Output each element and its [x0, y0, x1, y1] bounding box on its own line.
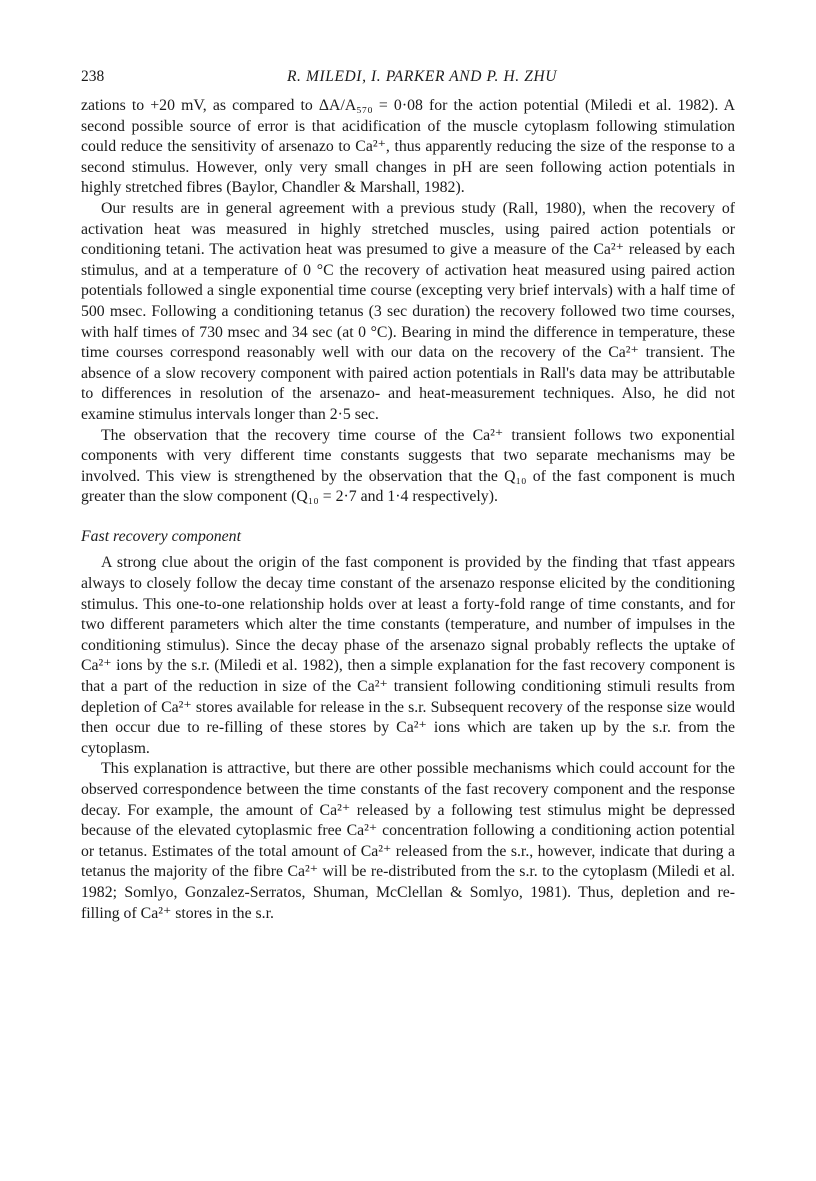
journal-page: [81, 64, 735, 924]
paragraph-1: zations to +20 mV, as compared to ΔA/A₅₇₀ = 0·08 for the action potential (Miledi et al. 1982). A second possible source of error is that acidification of the muscle cytoplasm following stimulation could reduce the sensitivity of arsenazo to Ca²⁺, thus apparently reducing the size of the response to a second stimulus. However, only very small changes in pH are seen following action potentials in highly stretched fibres (Baylor, Chandler & Marshall, 1982).: [81, 97, 735, 197]
paragraph-3: The observation that the recovery time course of the Ca²⁺ transient follows two exponential components with very different time constants suggests that two separate mechanisms may be involved. This view is strengthened by the observation that the Q₁₀ of the fast component is much greater than the slow component (Q₁₀ = 2·7 and 1·4 respectively).: [81, 426, 735, 506]
section-heading: Fast recovery component: [81, 527, 241, 545]
page-header: [81, 64, 735, 88]
running-title: R. MILEDI, I. PARKER AND P. H. ZHU: [286, 68, 558, 85]
paragraph-2: Our results are in general agreement with a previous study (Rall, 1980), when the recovery of activation heat was measured in highly stretched muscles, using paired action potentials or conditioning tetani. The activation heat was presumed to give a measure of the Ca²⁺ released by each stimulus, and at a temperature of 0 °C the recovery of activation heat measured using paired action potentials followed a single exponential time course (excepting very brief intervals) with a half time of 500 msec. Following a conditioning tetanus (3 sec duration) the recovery followed two time courses, with half times of 730 msec and 34 sec (at 0 °C). Bearing in mind the difference in temperature, these time courses correspond reasonably well with our data on the recovery of the Ca²⁺ transient. The absence of a slow recovery component with paired action potentials in Rall's data may be attributable to differences in resolution of the arsenazo- and heat-measurement techniques. Also, he did not examine stimulus intervals longer than 2·5 sec.: [81, 199, 735, 423]
article-body: [81, 96, 735, 924]
page-number: 238: [81, 68, 105, 85]
paragraph-5: This explanation is attractive, but there are other possible mechanisms which could account for the observed correspondence between the time constants of the fast recovery component and the response decay. For example, the amount of Ca²⁺ released by a following test stimulus might be depressed because of the elevated cytoplasmic free Ca²⁺ concentration following a conditioning action potential or tetanus. Estimates of the total amount of Ca²⁺ released from the s.r., however, indicate that during a tetanus the majority of the fibre Ca²⁺ will be re-distributed from the s.r. to the cytoplasm (Miledi et al. 1982; Somlyo, Gonzalez-Serratos, Shuman, McClellan & Somlyo, 1981). Thus, depletion and re-filling of Ca²⁺ stores in the s.r.: [81, 760, 735, 922]
paragraph-4: A strong clue about the origin of the fast component is provided by the finding that τfast appears always to closely follow the decay time constant of the arsenazo response elicited by the conditioning stimulus. This one-to-one relationship holds over at least a forty-fold range of time constants, and for two different parameters which alter the time constants (temperature, and number of impulses in the conditioning stimulus). Since the decay phase of the arsenazo signal probably reflects the uptake of Ca²⁺ ions by the s.r. (Miledi et al. 1982), then a simple explanation for the fast recovery component is that a part of the reduction in size of the Ca²⁺ transient following conditioning stimuli results from depletion of Ca²⁺ stores available for release in the s.r. Subsequent recovery of the response size would then occur due to re-filling of these stores by Ca²⁺ ions which are taken up by the s.r. from the cytoplasm.: [81, 554, 735, 757]
